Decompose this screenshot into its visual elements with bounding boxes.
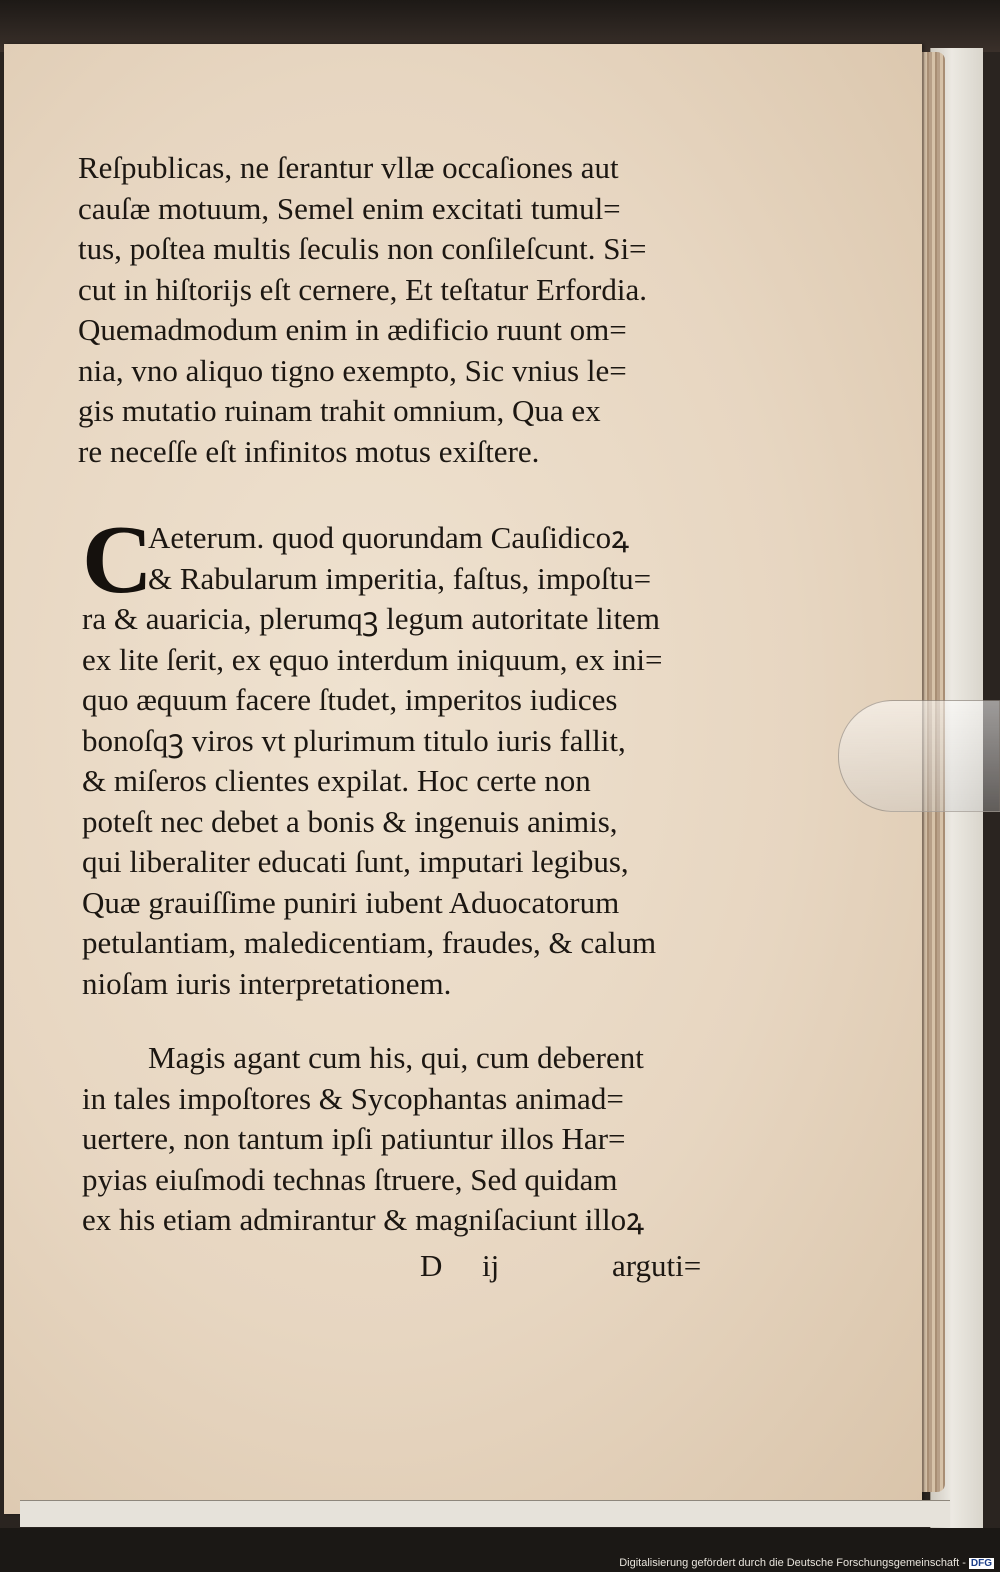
text-line: Quemadmodum enim in ædificio ruunt om= (78, 312, 627, 347)
text-line: re neceſſe eſt infinitos motus exiſtere. (78, 433, 540, 469)
paragraph-3 (82, 1038, 722, 1241)
text-line: Magis agant cum his, qui, cum deberent (148, 1040, 644, 1075)
dfg-logo: DFG (970, 1558, 992, 1569)
text-line: ra & auaricia, plerumqꝫ legum autoritate litem (82, 601, 660, 636)
text-line: bonoſqꝫ viros vt plurimum titulo iuris fallit, (82, 722, 626, 758)
credit-text: Digitalisierung gefördert durch die Deutsche Forschungsgemeinschaft - (619, 1557, 966, 1569)
text-line: nioſam iuris interpretationem. (82, 965, 452, 1001)
page-bottom-edge (20, 1500, 950, 1527)
text-line: cut in hiſtorijs eſt cernere, Et teſtatur Erfordia. (78, 271, 647, 307)
text-line: Reſpublicas, ne ſerantur vllæ occaſiones aut (78, 150, 619, 185)
text-line: ex lite ſerit, ex ęquo interdum iniquum, ex ini= (82, 641, 663, 677)
text-line: gis mutatio ruinam trahit omnium, Qua ex (78, 393, 601, 428)
text-line: petulantiam, maledicentiam, fraudes, & calum (82, 925, 657, 960)
text-line: pyias eiuſmodi technas ſtruere, Sed quidam (82, 1161, 618, 1197)
paragraph-1 (78, 148, 718, 472)
text-line: quo æquum facere ſtudet, imperitos iudices (82, 682, 618, 717)
drop-cap: C (82, 506, 153, 614)
text-line: uertere, non tantum ipſi patiuntur illos Har= (82, 1121, 626, 1156)
catchword: arguti= (612, 1248, 702, 1283)
page-clip (838, 700, 1000, 812)
text-line: ex his etiam admirantur & magniſaciunt illoꝝ (82, 1202, 645, 1237)
digitization-credit (619, 1557, 994, 1569)
text-line: in tales impoſtores & Sycophantas animad= (82, 1080, 624, 1116)
text-line: & miſeros clientes expilat. Hoc certe non (82, 763, 591, 798)
text-line: tus, poſtea multis ſeculis non conſileſcunt. Si= (78, 231, 647, 266)
text-line: Aeterum. quod quorundam Cauſidicoꝝ (148, 520, 630, 555)
signature-mark: D (420, 1248, 443, 1283)
paragraph-2 (82, 506, 722, 1004)
text-line: nia, vno aliquo tigno exempto, Sic vnius le= (78, 352, 627, 388)
text-line: poteſt nec debet a bonis & ingenuis animis, (82, 803, 618, 839)
text-line: qui liberaliter educati ſunt, imputari legibus, (82, 844, 629, 879)
text-line: & Rabularum imperitia, faſtus, impoſtu= (148, 560, 652, 596)
text-line: cauſæ motuum, Semel enim excitati tumul= (78, 190, 621, 226)
signature-number: ij (482, 1248, 500, 1283)
text-line: Quæ grauiſſime puniri iubent Aduocatorum (82, 884, 620, 920)
